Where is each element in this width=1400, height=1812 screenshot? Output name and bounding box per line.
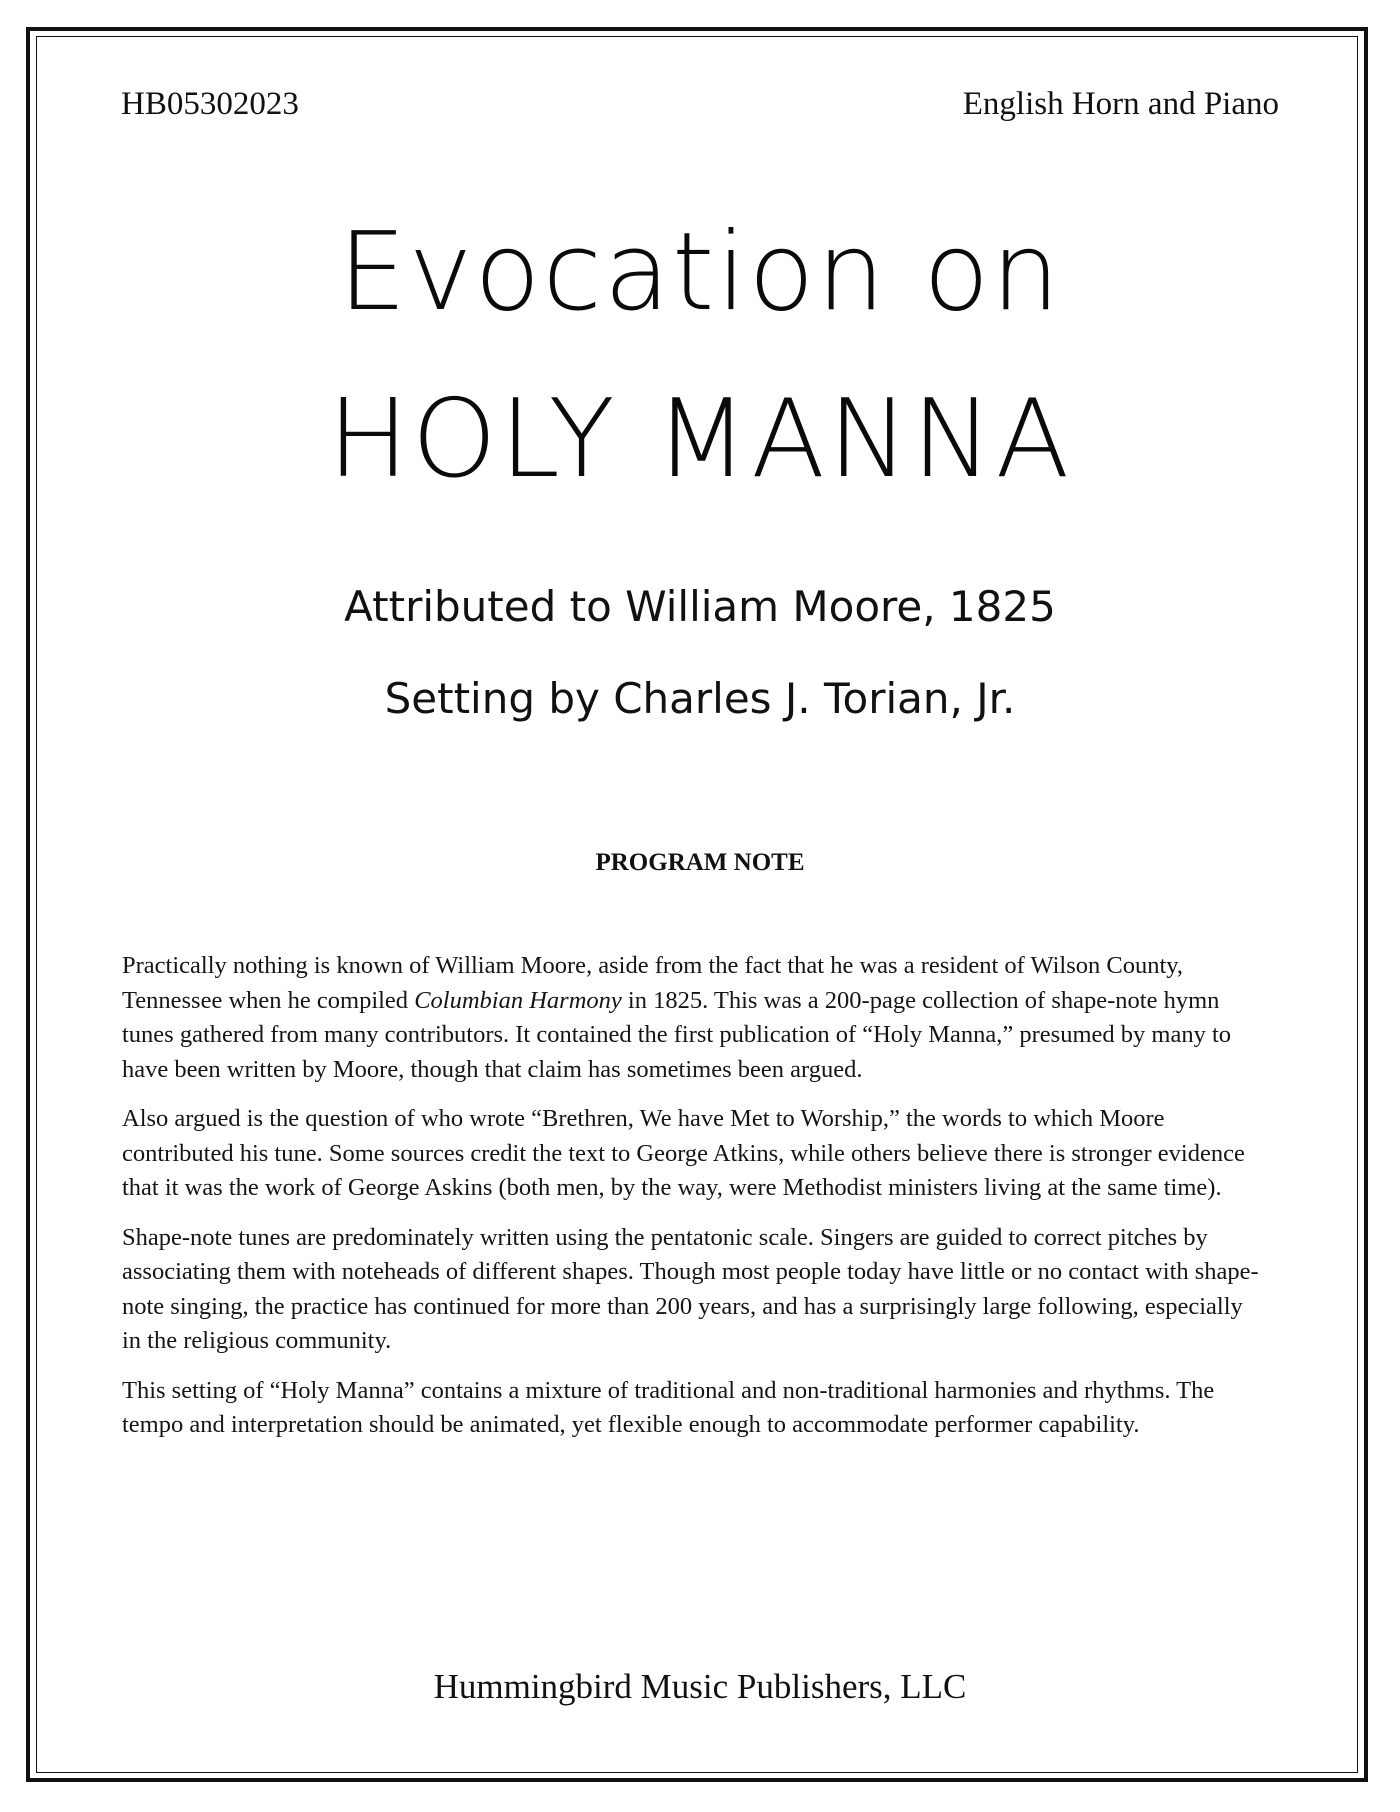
program-note-paragraph-1 xyxy=(122,949,1267,1087)
program-note-paragraph-4: This setting of “Holy Manna” contains a mixture of traditional and non-traditional harmonies and rhythms. The tempo and interpretation should be animated, yet flexible enough to accommodate performer capability. xyxy=(122,1376,1215,1438)
catalog-number: HB05302023 xyxy=(121,86,299,122)
attribution-line: Attributed to William Moore, 1825 xyxy=(344,582,1056,631)
title-line-2: HOLY MANNA xyxy=(327,377,1073,502)
paragraph-1-text-start: Practically nothing is known of William Moore, aside from the fact that he was a resident of Wilson County, Tennessee when he compiled xyxy=(122,952,1184,1014)
book-title-italic: Columbian Harmony xyxy=(414,986,622,1014)
title-line-1: Evocation on xyxy=(338,210,1062,335)
paragraph-1-text-end: in 1825. This was a 200-page collection of shape-note hymn tunes gathered from many contributors. It contained the first publication of “Holy Manna,” presumed by many to have been written by Moore, though that claim has sometimes been argued. xyxy=(122,986,1232,1083)
program-note-body xyxy=(122,949,1267,1458)
instrumentation: English Horn and Piano xyxy=(962,86,1279,122)
program-note-paragraph-3: Shape-note tunes are predominately written using the pentatonic scale. Singers are guided to correct pitches by associating them with noteheads of different shapes. Though most people today have little or no contact with shape-note singing, the practice has continued for more than 200 years, and has a surprisingly large following, especially in the religious community. xyxy=(122,1223,1259,1354)
setting-credit-line: Setting by Charles J. Torian, Jr. xyxy=(384,674,1016,723)
program-note-heading: PROGRAM NOTE xyxy=(595,849,805,876)
program-note-paragraph-2: Also argued is the question of who wrote “Brethren, We have Met to Worship,” the words to which Moore contributed his tune. Some sources credit the text to George Atkins, while others believe there is stronger evidence that it was the work of George Askins (both men, by the way, were Methodist ministers living at the same time). xyxy=(122,1105,1245,1201)
publisher-name: Hummingbird Music Publishers, LLC xyxy=(433,1667,967,1706)
